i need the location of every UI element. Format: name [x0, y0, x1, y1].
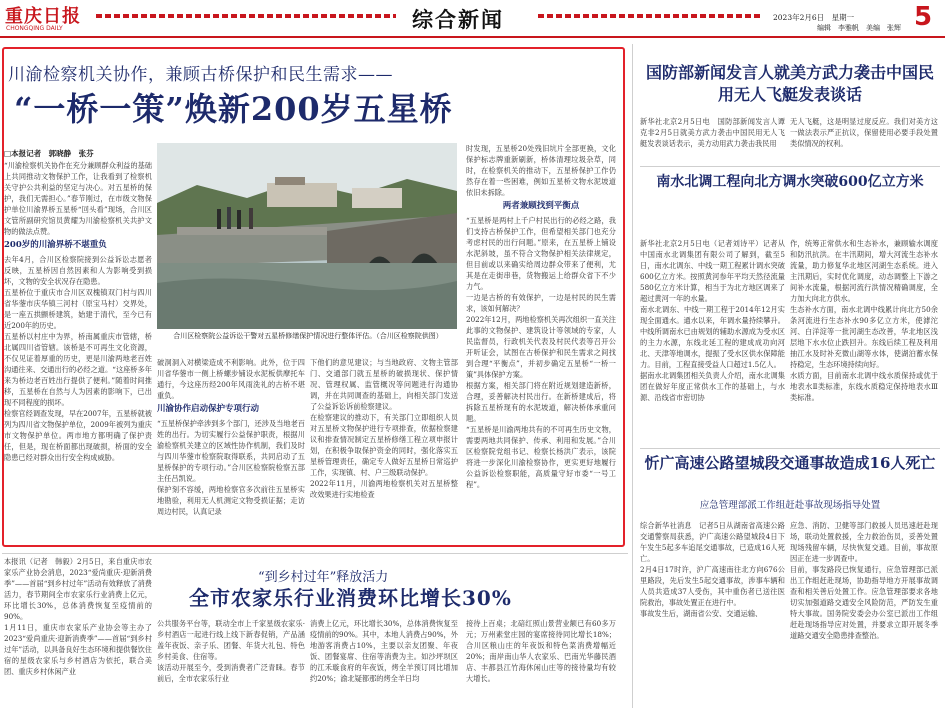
- bottom-story-divider: [2, 553, 628, 554]
- paragraph: [790, 641, 938, 652]
- paragraph: 去年4月，合川区检察院接到公益诉讼志愿者反映，五星桥因自然因素和人为影响受到损坏，文物的安全状况存在隐患。: [4, 255, 152, 286]
- paragraph: 本报讯（记者 韩毅）2月5日，来自重庆市农家乐产业协会消息，2023“爱尚重庆·迎新消费季”——首届“到乡村过年”活动有效释放了消费活力，春节期间全市农家乐行业消费上亿元，环比增长30%，总体消费恢复至疫情前的90%。: [4, 557, 152, 621]
- paragraph: 破洞洞入对横梁造成不利影响。此外，位于四川省华蓥市一侧上桥螺步铺设水泥板供摩托车通行，今这座历经200年风雨洗礼的古桥不堪重负。: [157, 358, 305, 400]
- story-divider: [640, 448, 940, 449]
- bridge-photo: [157, 143, 457, 329]
- farm-story-column-0: [4, 556, 152, 706]
- paragraph: 在检察建议的推动下，有关部门立即组织人员对五星桥文物保护进行专项排查，依据检察建议和排查情况制定五星桥修缮工程立项申报计划，在积极争取保护资金的同时，强化落实五星桥管理责任，确定专人做好五星桥日常巡护工作，实现镇、村、户三级联动保护。: [310, 413, 458, 477]
- water-story-column-1: [640, 238, 785, 448]
- masthead-decoration-left: [96, 14, 396, 18]
- paragraph: 应急、消防、卫健等部门救援人员迅速赶赴现场，联动处置救援，全力救治伤员，妥善处置现场残留车辆，尽快恢复交通。目前，事故原因正在进一步调查中。: [790, 521, 938, 563]
- main-story-column-4: [466, 143, 616, 540]
- paragraph: 根据方案，相关部门将在附近规划建造新桥，合理，妥善解决村民出行。在新桥建成后，将拆除五星桥现有的水泥坡道，解决桥体承重问题。: [466, 381, 616, 423]
- water-story-headline: 南水北调工程向北方调水突破600亿立方米: [656, 174, 924, 190]
- accident-story-subheadline: 应急管理部派工作组赶赴事故现场指导处置: [699, 500, 881, 511]
- paragraph: 2022年12月，两地检察机关再次组织一直关注此事的文物保护、建筑设计等领域的专家，人民监督员，行政机关代表及村民代表等召开公开听证会，试图在古桥保护和民生需求之间找到合理“平衡点”，并初步确定五星桥“一桥一策”具体保护方案。: [466, 315, 616, 379]
- water-story-column-2: [790, 238, 938, 448]
- newspaper-logo-subtitle: CHONGQING DAILY: [6, 25, 63, 32]
- paragraph: 生态补水方面，南水北调中线累计向北方50余条河流进行生态补水90多亿立方米，使滹沱河、白洋淀等一批河湖生态改善，华北地区浅层地下水水位止跌回升。东线后续工程及利用抽江水及时补充微山湖等水体，使湖泊蓄水保持稳定，生态环境持续向好。: [790, 305, 938, 369]
- main-story-byline: □本报记者 郭晓静 张芬: [4, 149, 94, 158]
- issue-date: 2023年2月6日 星期一: [773, 13, 855, 22]
- defense-story-column-2: 无人飞艇，这是明显过度反应。我们对美方这一做法表示严正抗议，保留使用必要手段处置类似情况的权利。: [790, 117, 938, 148]
- subheading: 川渝协作启动保护专项行动: [157, 404, 260, 414]
- paragraph: 综合新华社消息 记者5日从湖南省高速公路交通警察局获悉，沪广高速公路望城段4日下午发生5起多车追尾交通事故，已造成16人死亡。: [640, 521, 785, 563]
- farm-story-column-1: [157, 618, 305, 706]
- page-number: 5: [914, 2, 933, 32]
- section-title: 综合新闻: [412, 7, 504, 32]
- newspaper-logo: 重庆日报: [5, 6, 81, 27]
- main-story-column-2: [157, 357, 305, 540]
- stone-bridge-illustration: [157, 143, 457, 329]
- defense-story-headline: 国防部新闻发言人就美方武力袭击中国民用无人飞艇发表谈话: [645, 63, 934, 104]
- paragraph: 目前，事发路段已恢复通行，应急管理部已派出工作组赶赴现场，协助指导地方开展事故调查和相关善后处置工作。应急管理部要求各地切实加强道路交通安全风险防范，严防发生重特大事故。国务院安委会办公室已派出工作组赶赴现场指导应对处置，并要求立即开展冬季道路交通安全隐患排查整治。: [790, 565, 938, 640]
- paragraph: 作，统筹正常供水和生态补水，兼顾输水调度和防汛抗洪。在丰汛期间，增大河流生态补水流量，助力修复华北地区河湖生态系统。进入主汛期后，实时优化调度，动态调整上下游之间补水流量，根据河流行洪情况精确调度，全力加大向北方供水。: [790, 239, 938, 303]
- paragraph: “川渝检察机关协作在充分兼顾群众利益的基础上共同推动文物保护工作，让我看到了检察机关守护公共利益的坚定与决心。对五星桥的保护，我们无需担心。”春节刚过，在市级文物保护单位川渝界桥五星桥“回头看”现场，合川区文管所副研究馆员黄耀为川渝检察机关共护文物的做法点赞。: [4, 161, 152, 236]
- masthead-decoration-right: [538, 14, 763, 18]
- paragraph: 水质方面，目前南水北调中线水质保持或优于地表水Ⅱ类标准，东线水质稳定保持地表水Ⅲ类标准。: [790, 371, 938, 402]
- paragraph: 2022年11月，川渝两地检察机关对五星桥整改效果进行实地检查: [310, 479, 458, 499]
- editors-line: 编辑 李雅帆 美编 张辉: [817, 24, 901, 32]
- main-story-kicker: 川渝检察机关协作，兼顾古桥保护和民生需求——: [8, 65, 393, 85]
- paragraph: 检察官经调查发现，早在2007年，五星桥就被列为四川省文物保护单位，2009年被列为重庆市文物保护单位。两市地方都明确了保护责任，但是，现在桥面都出现破损，桥面的安全隐患已经对群众出行安全构成威胁。: [4, 409, 152, 462]
- paragraph: 南水北调东、中线一期工程于2014年12月实现全面通水。通水以来，年调水量持续攀升。中线所调南水已由规划的辅助水源成为受水区的主力水源，东线北延工程的建成成功向河北、天津等地调水，提振了受水区供水保障能力。目前，工程直接受益人口超过1.5亿人。: [640, 305, 785, 369]
- photo-caption: 合川区检察院公益诉讼干警对五星桥修缮保护情况进行整体评估。（合川区检察院供图）: [173, 332, 443, 340]
- paragraph: 五星桥以村庄中为界，桥南属重庆市管辖，桥北属四川省管辖。该桥是不可再生文化资源，不仅见证着厚重的历史，更是川渝两地老百姓沟通往来、交通出行的必经之道。“这座桥多年来为桥边老百姓出行提供了便利。”随着时间推移，五星桥在自然与人为因素的影响下，已出现不同程度的损坏。: [4, 332, 152, 407]
- paragraph: 2月4日17时许，沪广高速南往北方向676公里路段，先后发生5起交通事故，涉事车辆和人员共造成37人受伤，其中重伤者已送往医院救治，事故处置正在进行中。: [640, 565, 785, 607]
- paragraph: 据南水北调集团相关负责人介绍，南水北调集团在做好年度正常供水工作的基础上，与水源、沿线省市密切协: [640, 371, 785, 402]
- subheading: 200岁的川渝界桥不堪重负: [4, 240, 107, 250]
- paragraph: 公共服务平台等，联动全市上千家星级农家乐·乡村酒店一起进行线上线下新春促销，产品涵盖年夜饭、亲子乐、团餐、年货大礼包、特色乡村美食、住宿等。: [157, 619, 305, 661]
- paragraph: “五星桥保护牵涉到多个部门，还涉及当地老百姓的出行。为切实履行公益保护职责，根据川渝检察机关建立的区域性协作机制，我们及时与四川华蓥市检察院取得联系，共同启动了五星桥保护的专项行动。”合川区检察院检察五部主任吕凯说。: [157, 419, 305, 483]
- paragraph: 新华社北京2月5日电（记者刘诗平）记者从中国南水北调集团有限公司了解到，截至5日，南水北调东、中线一期工程累计调水突破600亿立方米。按照黄河参年平均天然径流量580亿立方米计算，相当于为北方地区调来了超过黄河一年的水量。: [640, 239, 785, 303]
- paragraph: “五星桥是两村上千户村民出行的必经之路，我们支持古桥保护工作，但希望相关部门也充分考虑村民的出行问题。”原来，在五星桥上铺设水泥斜坡，虽不符合文物保护相关法律规定，但目前或以来确实给周边群众带来了便利，尤其是在走街串巷，货物搬运上给群众省下不少力气。: [466, 216, 616, 291]
- subheading: 两者兼顾找到平衡点: [502, 201, 580, 211]
- paragraph: 五星桥位于重庆市合川区双槐镇双门村与四川省华蓥市庆华镇三河村（原宝马村）交界处，是一座五拱颤桥建筑，始建于清代，至今已有近200年的历史。: [4, 288, 152, 330]
- paragraph: 1月11日，重庆市农家乐产业协会等主办了2023“爱尚重庆·迎新消费季”——首届“到乡村过年”活动，以具备良好生态环境和提供餐饮住宿的星级农家乐与乡村酒店为依托，联合美团、重庆乡村休闲产业: [4, 623, 152, 676]
- paragraph: 该活动开展至今，受到消费者广泛青睐。春节前后，全市农家乐行业: [157, 663, 305, 683]
- defense-story-column-1: 新华社北京2月5日电 国防部新闻发言人谭克非2月5日就美方武力袭击中国民用无人飞艇发表谈话表示，美方动用武力袭击我民用: [640, 117, 785, 148]
- farm-story-column-2: 消费上亿元，环比增长30%，总体消费恢复至疫情前的90%。其中，本地人消费占90%，外地游客消费占10%，主要以亲友团聚、年夜饭、团餐宴席、住宿等消费为主。如沙坪坝区的江禾璇食府的年夜饭，烤全羊预订同比增加约20%；渝北疑都那的烤全羊日均: [310, 619, 458, 683]
- farm-story-column-3: 接待上百桌；北碚红照山景营业额已有60多万元；万州素堂庄园的宴席接待同比增长18%；合川区粮山庄的年夜饭和特色菜消费增幅近20%；南岸南山华人农家乐、巴南光华藤民酒店、丰都县江竹海休闲山庄等的接待量均有较大增长。: [466, 619, 616, 683]
- accident-story-column-2: [790, 520, 938, 706]
- accident-story-column-1: [640, 520, 785, 706]
- farm-story-headline: 全市农家乐行业消费环比增长30%: [189, 586, 512, 610]
- paragraph: 保护刻不容缓，两地检察官多次前往五星桥实地勘验，利用无人机测定文物受损证据；走访周边村民，认真记录: [157, 485, 305, 516]
- accident-story-headline: 忻广高速公路望城段交通事故造成16人死亡: [644, 454, 936, 472]
- paragraph: “五星桥是川渝两地共有的不可再生历史文物，需要两地共同保护、传承、利用和发展。”合川区检察院党组书记、检察长杨洪广表示，该院将进一步深化川渝检察协作，更实更好地履行公益诉讼检察职能，高质量守好市委“一号工程”。: [466, 425, 616, 489]
- main-story-column-1: [4, 160, 152, 540]
- paragraph: 下他们的意见建议；与当地政府、文物主管部门、交通部门就五星桥的破损现状、保护情况、管理权属、监管概况等问题进行沟通协调，并在共同调查的基础上，向相关部门发送了公益诉讼诉前检察建议。: [310, 358, 458, 411]
- paragraph: 事故发生后，湖南省公安、交通运输、: [640, 609, 763, 618]
- main-story-column-3: [310, 357, 458, 540]
- paragraph: 一边是古桥的有效保护，一边是村民的民生需求，该如何解决？: [466, 293, 616, 313]
- paragraph: 时发现，五星桥20处残旧坑片全部更换，文化保护标志牌重新刷新，桥体清理垃圾杂草，同时，在检察机关的推动下，五星桥保护工作仍然存在着一些困难，例如五星桥文物水泥坡道依旧未拆除。: [466, 144, 616, 197]
- story-divider: [640, 166, 940, 167]
- main-story-headline: “一桥一策”焕新200岁五星桥: [14, 90, 453, 128]
- farm-story-kicker: “到乡村过年”释放活力: [258, 570, 389, 585]
- paragraph: [466, 490, 616, 501]
- column-divider: [632, 44, 633, 708]
